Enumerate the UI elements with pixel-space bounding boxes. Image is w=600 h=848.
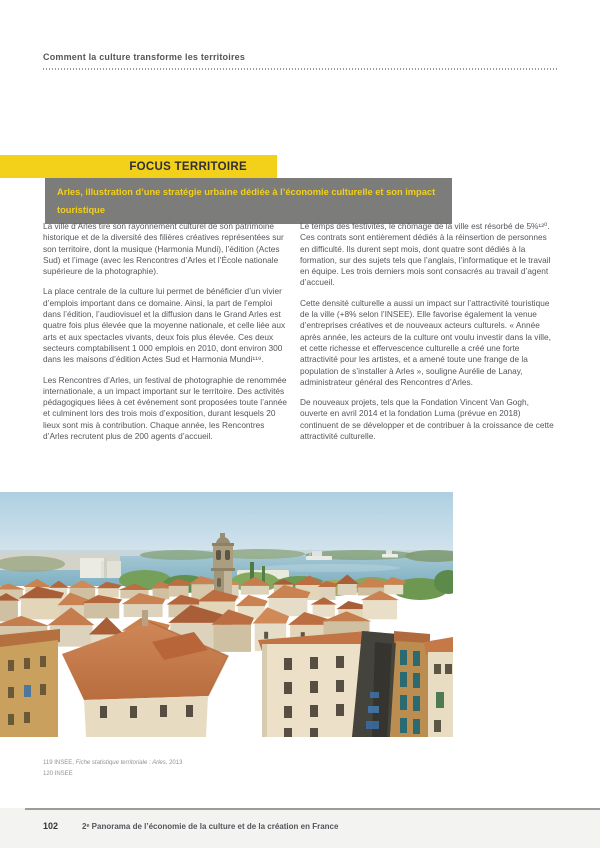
footnote-number: 119 <box>43 760 53 766</box>
footnotes <box>43 758 182 780</box>
footer-rule <box>25 808 600 810</box>
paragraph: Les Rencontres d’Arles, un festival de photographie de renommée internationale, a un impact important sur le territoire. Des activités pédagogiques liées à cet événement sont proposées toute l’année et culminent lors des trois mois d’exposition, durant lesquels 20 lieux sont mis à contribution. Chaque année, les Rencontres d’Arles recrutent plus de 200 agents d’accueil. <box>43 374 288 442</box>
focus-territoire-label: FOCUS TERRITOIRE <box>129 160 247 173</box>
arles-photo-illustration <box>0 492 453 737</box>
focus-territoire-banner <box>0 155 277 178</box>
running-header: Comment la culture transforme les territoires <box>43 52 246 62</box>
teal-shutter-building <box>390 641 428 737</box>
paragraph: Cette densité culturelle a aussi un impact sur l’attractivité touristique de la ville (+8% selon l’INSEE). Elle favorise également la venue d’entreprises créatives et de nouveaux acteurs culturels. « Année après année, les acteurs de la culture ont voulu investir dans la ville, et cette richesse et effervescence culturelle a créé une forte attractivité pour les artistes, et a amené toute une frange de la population de s’installer à Arles », souligne Aurélie de Lanay, administrateur général des Rencontres d’Arles. <box>300 297 551 387</box>
section-subtitle-text: Arles, illustration d’une stratégie urbaine dédiée à l’économie culturelle et son impact touristique <box>57 187 436 215</box>
paragraph: La place centrale de la culture lui permet de bénéficier d’un vivier d’emplois important dans ce domaine. Ainsi, la part de l’emploi dans l’édition, l’audiovisuel et la diffusion dans le Grand Arles est quatre fois plus élevée que la moyenne nationale, et celle liée aux arts et aux spectacles vivants, deux fois plus élevée. Ces deux secteurs comptabilisent 1 000 emplois en 2010, dont environ 300 dans les maisons d’édition Actes Sud et Harmonia Mundi¹¹⁹. <box>43 286 286 365</box>
paragraph: De nouveaux projets, tels que la Fondation Vincent Van Gogh, ouverte en avril 2014 et la fondation Luma (prévue en 2018) continuent de se développer et de contribuer à la croissance de cette attractivité culturelle. <box>300 397 554 442</box>
section-subtitle-banner <box>45 178 452 224</box>
article-body <box>43 221 558 451</box>
header-dotted-rule <box>43 68 557 70</box>
paragraph: Le temps des festivités, le chômage de la ville est résorbé de 5%¹²⁰. Ces contrats sont entièrement dédiés à la réinsertion de personnes en difficulté. Ils durent sept mois, dont quatre sont dédiés à la formation, sur des sujets tels que l’anglais, l’informatique et le travail en équipe. Les trois derniers mois sont consacrés au travail d’agent d’accueil. <box>300 221 551 288</box>
footnote-number: 120 <box>43 771 54 777</box>
footer-report-title: 2ᵉ Panorama de l’économie de la culture et de la création en France <box>82 822 339 831</box>
footnote-source-title: Fiche statistique territoriale : Arles <box>75 760 166 766</box>
left-column <box>43 221 288 451</box>
footnote-120: 120 INSEE <box>43 771 73 777</box>
page-footer <box>0 808 600 848</box>
footnote-119: 119 INSEE, Fiche statistique territoriale : Arles, 2013 <box>43 760 183 766</box>
page-number: 102 <box>43 821 59 831</box>
paragraph: La ville d’Arles tire son rayonnement culturel de son patrimoine historique et de la diversité des filières créatives représentées sur son territoire, dont la musique (Harmonia Mundi), l’édition (Actes Sud) et l’image (avec les Rencontres d’Arles et l’École nationale supérieure de la photographie). <box>43 221 284 277</box>
arles-aerial-photo <box>0 492 453 737</box>
right-column <box>300 221 558 451</box>
